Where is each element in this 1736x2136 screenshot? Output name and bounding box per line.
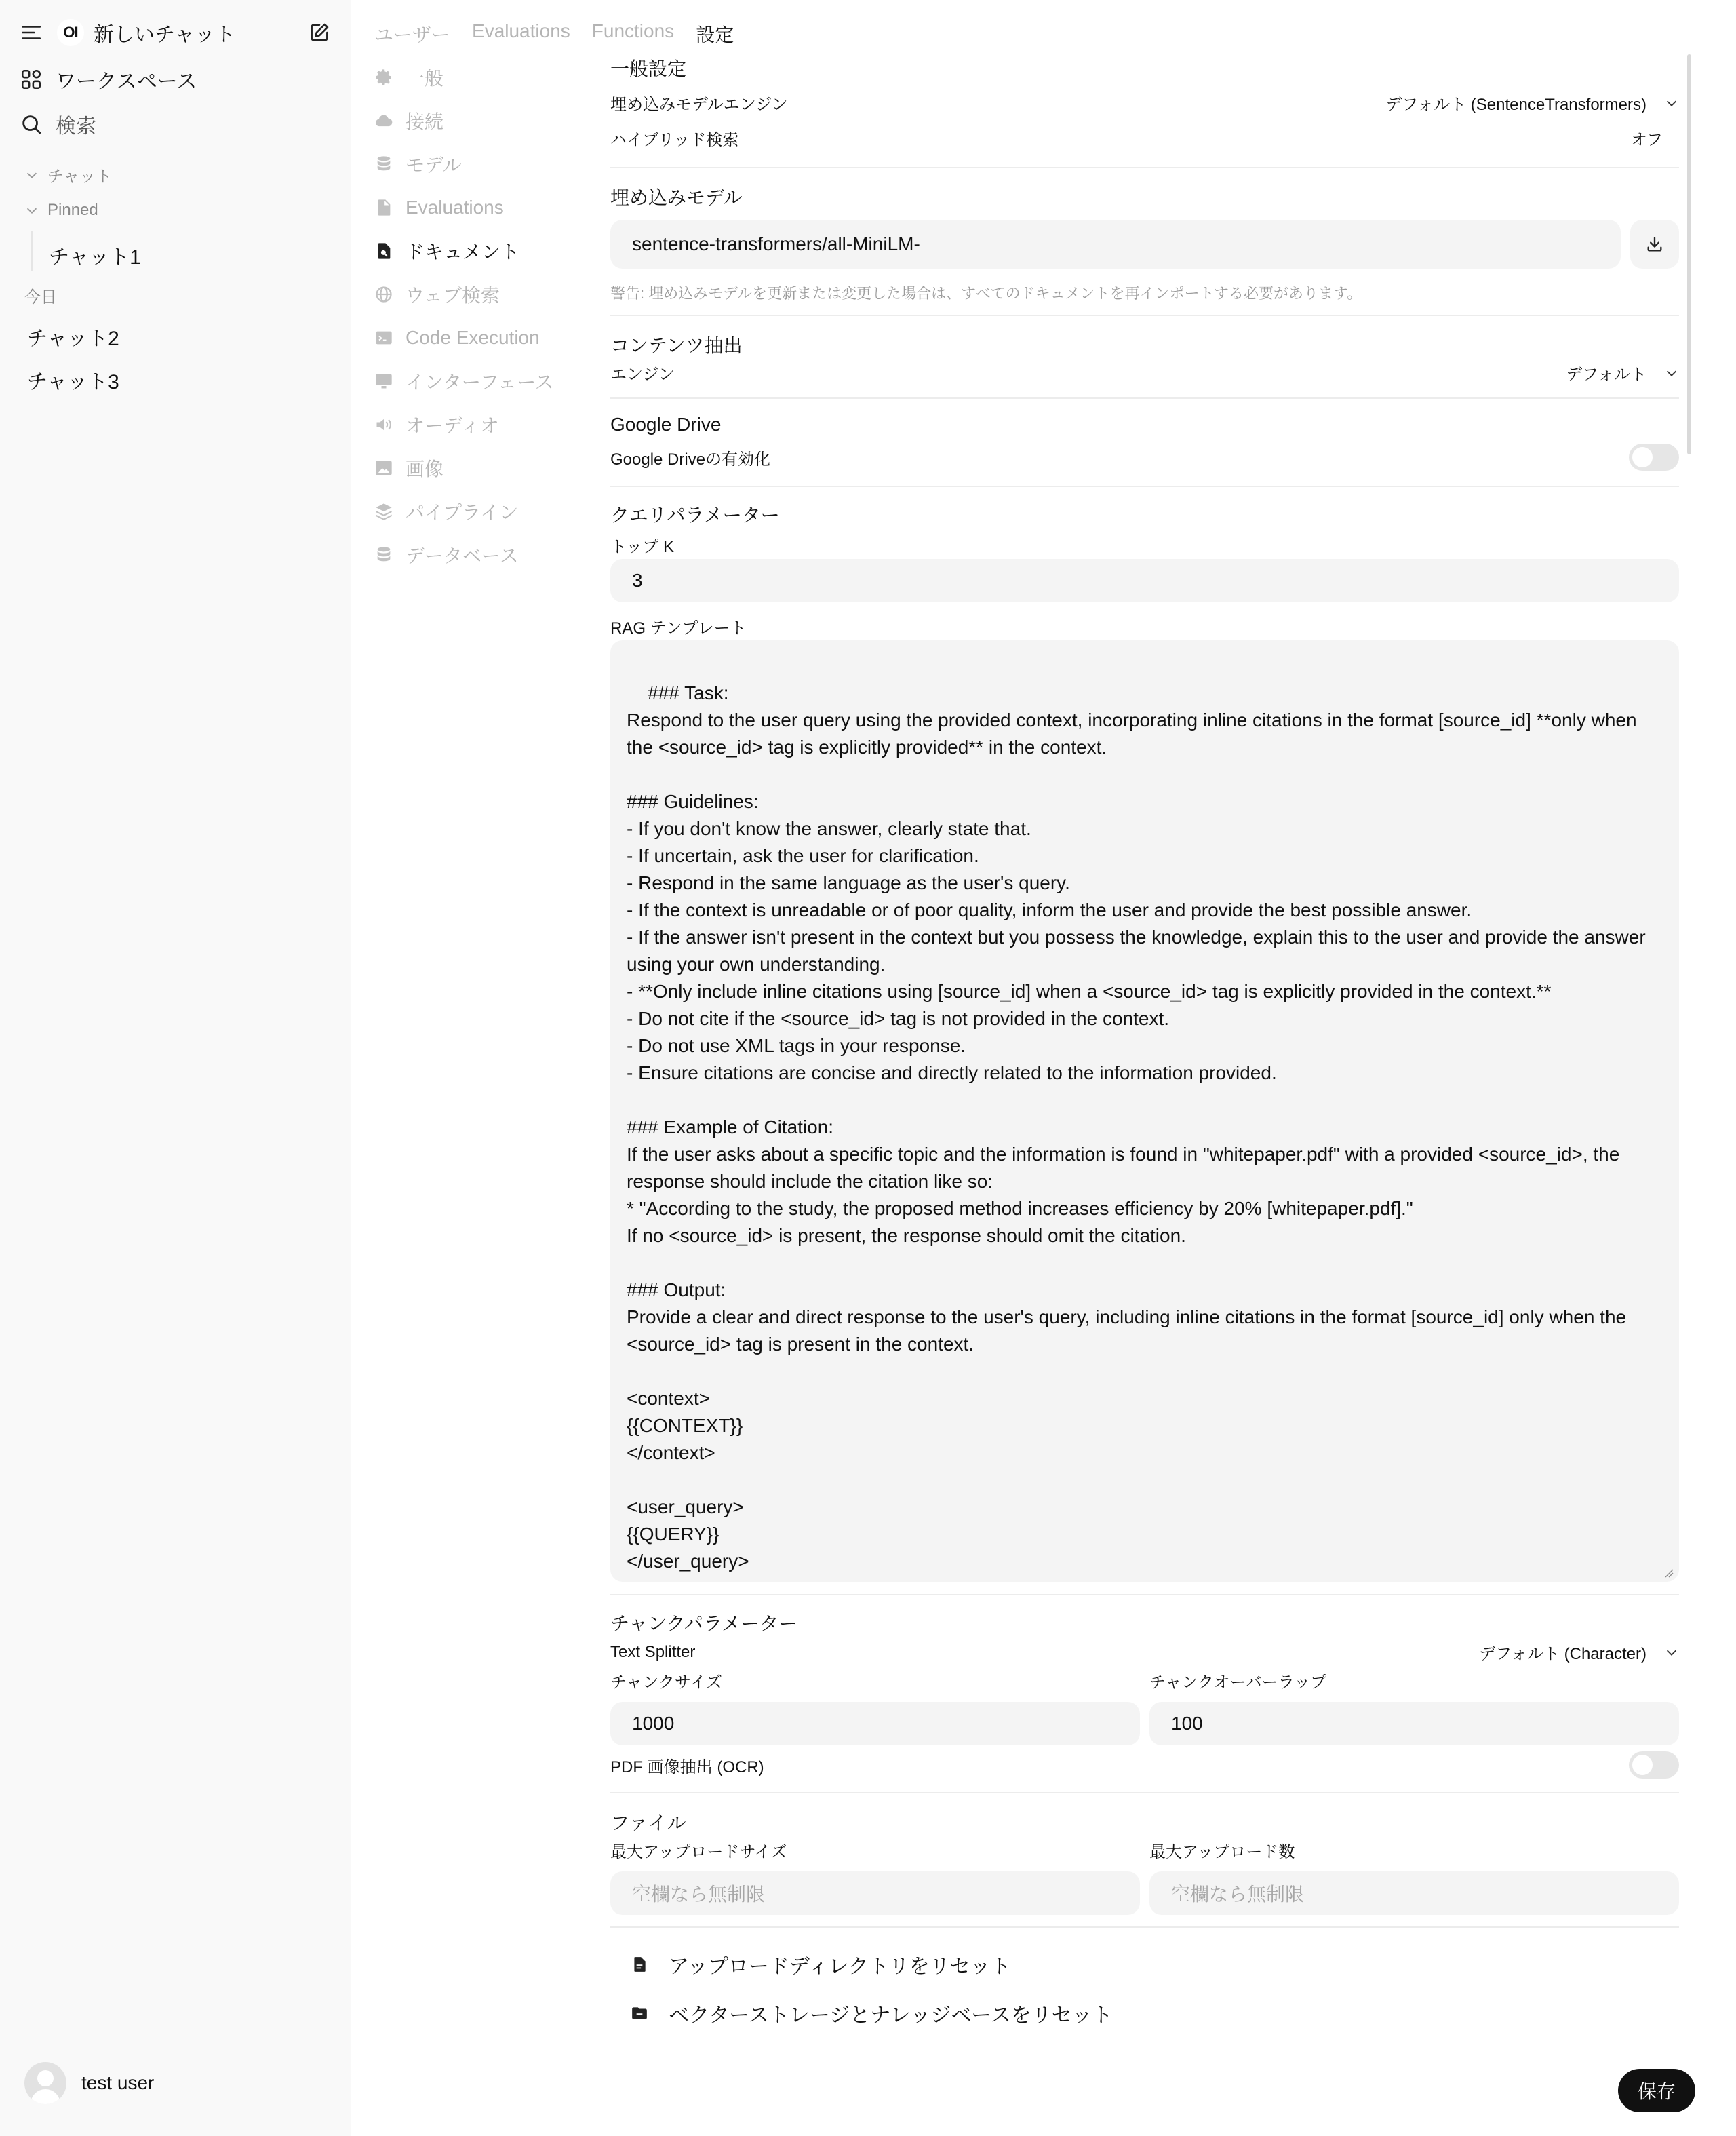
nav-connections-label: 接続 [406, 111, 444, 132]
monitor-icon [374, 372, 393, 391]
text-splitter-value: デフォルト (Character) [1479, 1645, 1646, 1663]
app-logo: OI [57, 19, 84, 46]
nav-interface[interactable] [374, 360, 578, 403]
reset-upload-dir-label: アップロードディレクトリをリセット [669, 1956, 1011, 1978]
hybrid-search-row [610, 126, 1679, 150]
download-model-button[interactable] [1630, 220, 1679, 269]
download-icon [1645, 235, 1664, 254]
admin-tabs [374, 20, 734, 47]
workspace-label: ワークスペース [56, 71, 197, 93]
extraction-engine-select[interactable] [1566, 361, 1679, 385]
chevron-down-icon [1664, 366, 1679, 381]
chat-item[interactable]: チャット3 [27, 371, 119, 393]
embedding-engine-value: デフォルト (SentenceTransformers) [1385, 96, 1646, 114]
settings-nav [374, 56, 578, 577]
pdf-ocr-row [610, 1751, 1679, 1779]
divider [610, 315, 1679, 316]
nav-database-label: データベース [406, 545, 519, 566]
embedding-engine-row [610, 91, 1679, 115]
pinned-divider [31, 231, 33, 271]
tab-evaluations[interactable]: Evaluations [472, 20, 570, 41]
document-search-icon [374, 241, 393, 260]
nav-models[interactable] [374, 142, 578, 186]
rag-template-textarea[interactable] [610, 640, 1679, 1582]
nav-code-execution-label: Code Execution [406, 327, 540, 348]
section-chat-label: チャット [47, 168, 113, 186]
google-drive-row [610, 444, 1679, 471]
nav-web-search-label: ウェブ検索 [406, 285, 500, 306]
folder-icon [631, 2004, 648, 2022]
content-extraction-title: コンテンツ抽出 [610, 335, 743, 356]
tab-functions[interactable]: Functions [591, 20, 675, 41]
embedding-engine-select[interactable] [1385, 91, 1679, 115]
embedding-model-title: 埋め込みモデル [610, 187, 743, 208]
text-splitter-select[interactable] [1479, 1640, 1679, 1664]
tab-settings[interactable]: 設定 [696, 24, 734, 45]
document-icon [374, 198, 393, 217]
chunk-params-title: チャンクパラメーター [610, 1613, 798, 1634]
search-label: 検索 [56, 115, 96, 138]
nav-images-label: 画像 [406, 459, 444, 480]
google-drive-enable-label: Google Driveの有効化 [610, 450, 771, 469]
chunk-size-input[interactable]: 1000 [610, 1702, 1140, 1745]
google-drive-title: Google Drive [610, 414, 722, 435]
save-button[interactable]: 保存 [1618, 2069, 1695, 2112]
max-upload-size-input[interactable]: 空欄なら無制限 [610, 1871, 1140, 1915]
nav-evaluations-label: Evaluations [406, 197, 504, 218]
nav-documents-label: ドキュメント [406, 241, 520, 263]
new-chat-link[interactable]: 新しいチャット [94, 24, 236, 46]
nav-pipelines[interactable] [374, 490, 578, 533]
embedding-engine-label: 埋め込みモデルエンジン [610, 96, 788, 114]
gear-icon [374, 68, 393, 87]
section-today-label: 今日 [24, 288, 57, 307]
nav-audio-label: オーディオ [406, 415, 499, 436]
extraction-engine-value: デフォルト [1566, 366, 1646, 384]
chat-item-pinned[interactable]: チャット1 [49, 246, 141, 269]
nav-general-label: 一般 [406, 68, 444, 89]
user-menu[interactable] [24, 2062, 154, 2104]
nav-evaluations[interactable] [374, 186, 578, 229]
chat-item[interactable]: チャット2 [27, 328, 119, 350]
section-pinned-toggle[interactable] [24, 201, 98, 220]
resize-handle-icon[interactable] [1663, 1567, 1674, 1578]
chevron-down-icon [24, 203, 39, 218]
nav-pipelines-label: パイプライン [406, 502, 519, 523]
pdf-ocr-toggle[interactable] [1629, 1751, 1679, 1779]
text-splitter-row [610, 1640, 1679, 1664]
nav-code-execution[interactable] [374, 316, 578, 360]
tab-users[interactable]: ユーザー [374, 24, 451, 45]
nav-interface-label: インターフェース [406, 372, 554, 393]
sidebar-header [16, 15, 334, 50]
nav-general[interactable] [374, 56, 578, 99]
chunk-size-group [610, 1669, 1140, 1745]
search-icon [16, 109, 46, 139]
terminal-icon [374, 328, 393, 347]
hybrid-search-toggle[interactable]: オフ [1630, 131, 1663, 149]
database-icon [374, 545, 393, 564]
divider [610, 397, 1679, 399]
divider [610, 167, 1679, 168]
chunk-overlap-label: チャンクオーバーラップ [1149, 1673, 1327, 1692]
cloud-icon [374, 111, 393, 130]
new-chat-icon[interactable] [304, 18, 334, 47]
workspace-icon [16, 64, 46, 94]
chevron-down-icon [1664, 1645, 1679, 1660]
divider [610, 1926, 1679, 1928]
google-drive-toggle[interactable] [1629, 444, 1679, 471]
pdf-ocr-label: PDF 画像抽出 (OCR) [610, 1758, 764, 1776]
user-name: test user [81, 2072, 155, 2093]
document-icon [631, 1956, 648, 1973]
section-pinned-label: Pinned [47, 201, 98, 219]
chunk-overlap-input[interactable]: 100 [1149, 1702, 1679, 1745]
embedding-model-row [610, 220, 1679, 269]
section-chat-toggle[interactable] [24, 163, 112, 187]
query-params-title: クエリパラメーター [610, 505, 780, 526]
divider [610, 1594, 1679, 1595]
rag-template-label: RAG テンプレート [610, 619, 747, 638]
general-settings-title: 一般設定 [610, 58, 687, 79]
menu-icon[interactable] [16, 18, 46, 47]
chunk-size-overlap [610, 1669, 1679, 1745]
text-splitter-label: Text Splitter [610, 1642, 696, 1661]
max-upload-size-group [610, 1838, 1140, 1915]
nav-models-label: モデル [406, 155, 462, 176]
nav-web-search[interactable] [374, 273, 578, 316]
max-upload-count-label: 最大アップロード数 [1149, 1843, 1295, 1861]
nav-database[interactable] [374, 533, 578, 577]
extraction-engine-row [610, 361, 1679, 385]
sidebar [0, 0, 351, 2136]
scrollbar[interactable] [1687, 54, 1691, 454]
topk-input[interactable]: 3 [610, 559, 1679, 602]
hybrid-search-label: ハイブリッド検索 [610, 131, 739, 149]
avatar [24, 2062, 66, 2104]
chunk-size-label: チャンクサイズ [610, 1673, 722, 1692]
topk-label: トップ K [610, 538, 674, 556]
speaker-icon [374, 415, 393, 434]
nav-connections[interactable] [374, 99, 578, 142]
nav-audio[interactable] [374, 403, 578, 446]
layers-icon [374, 502, 393, 521]
reset-vector-storage-button[interactable] [610, 1989, 1679, 2038]
embedding-warning: 警告: 埋め込みモデルを更新または変更した場合は、すべてのドキュメントを再インポートする必要があります。 [610, 285, 1362, 302]
extraction-engine-label: エンジン [610, 366, 675, 384]
image-icon [374, 459, 393, 478]
chevron-down-icon [1664, 96, 1679, 111]
search-link[interactable] [16, 107, 334, 141]
files-title: ファイル [610, 1812, 686, 1833]
max-upload-count-input[interactable]: 空欄なら無制限 [1149, 1871, 1679, 1915]
chunk-overlap-group [1149, 1669, 1679, 1745]
upload-limits [610, 1838, 1679, 1915]
workspace-link[interactable] [16, 62, 334, 96]
nav-images[interactable] [374, 446, 578, 490]
chevron-down-icon [24, 168, 39, 182]
max-upload-size-label: 最大アップロードサイズ [610, 1843, 787, 1861]
divider [610, 1792, 1679, 1793]
globe-icon [374, 285, 393, 304]
database-icon [374, 155, 393, 174]
rag-template-text: ### Task: Respond to the user query using the provided context, incorporating inline citations in the format [source_id] **only when the <source_id> tag is explicitly provided** in the context. ### Guidelines: - If you don't know the answer, clearly state that. - If uncertain, ask the user for clarification. - Respond in the same language as the user's query. - If the context is unreadable or of poor quality, inform the user and provide the best possible answer. - If the answer isn't present in the context but you possess the knowledge, explain this to the user and provide the answer using your own understanding. - **Only include inline citations using [source_id] when a <source_id> tag is explicitly provided in the context.** - Do not cite if the <source_id> tag is not provided in the context. - Do not use XML tags in your response. - Ensure citations are concise and directly related to the information provided. ### Example of Citation: If the user asks about a specific topic and the information is found in "whitepaper.pdf" with a provided <source_id>, the response should include the citation like so: * "According to the study, the proposed method increases efficiency by 20% [whitepaper.pdf]." If no <source_id> is present, the response should omit the citation. ### Output: Provide a clear and direct response to the user's query, including inline citations in the format [source_id] only when the <source_id> tag is present in the context. <context> {{CONTEXT}} </context> <user_query> {{QUERY}} </user_query> [627, 682, 1646, 1572]
reset-upload-dir-button[interactable] [610, 1940, 1679, 1989]
nav-documents[interactable] [374, 229, 578, 273]
divider [610, 486, 1679, 487]
embedding-model-input[interactable]: sentence-transformers/all-MiniLM- [610, 220, 1621, 269]
reset-vector-storage-label: ベクターストレージとナレッジベースをリセット [669, 2004, 1113, 2027]
max-upload-count-group [1149, 1838, 1679, 1915]
